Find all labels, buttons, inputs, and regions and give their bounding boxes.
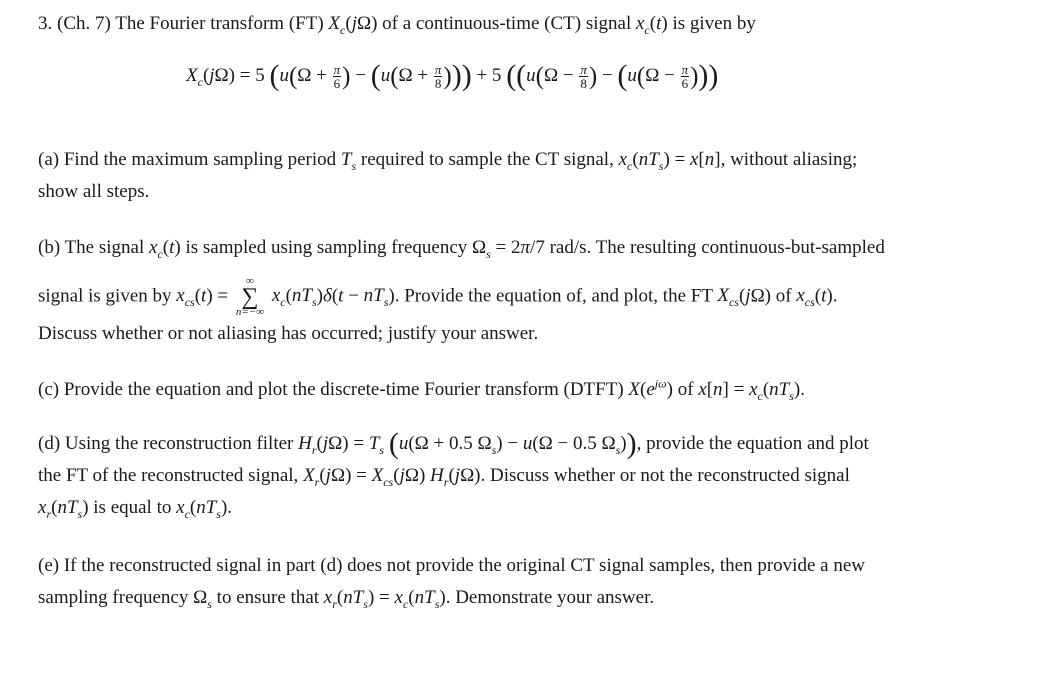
chapter-ref: (Ch. 7) [57, 13, 111, 34]
part-d: (d) Using the reconstruction filter $H_r(j\Omega) = T_s$ (u(Ω + 0.5 $\Omega_s) - u(\Omega - 0.5$ $\Omega_s$)), provide the equation and plot the FT of the reconstructed signal, $X_r(j\Omega) = X_{cs}(j\Omega)$ $H_r(j\Omega)$. Discuss whether or not the reconstructed signal $x_r(nT_s)$ is equal to $x_c(nT_s)$. [38, 427, 869, 521]
summation-symbol: ∞ ∑ n=−∞ [235, 275, 265, 318]
problem-statement: 3. (Ch. 7) The Fourier transform (FT) $X_c(j\Omega)$ of a continuous-time (CT) signal $x_c(t)$ is given by [38, 13, 756, 37]
main-equation [38, 52, 1023, 102]
part-label: (d) [38, 433, 61, 454]
fourier-transform-equation: $X_c(j\Omega) = 5$ (u(Ω + $\frac{\pi}{6}$ ) − (u(Ω + $\frac{\pi}{8}$ ))) + 5 ((u(Ω − $\frac{\pi}{8}$ ) − (u(Ω − $\frac{\pi}{6}$ ))) [186, 59, 719, 92]
part-a: (a) Find the maximum sampling period $T_s$ required to sample the CT signal, $x_c(nT_s) = x[n]$, without aliasing; show all steps. [38, 149, 858, 202]
part-b: (b) The signal $x_c(t)$ is sampled using sampling frequency $\Omega_s = 2\pi/7$ rad/s. The resulting continuous-but-sampled signal is given by $x_{cs}(t)$ = ∞ ∑ n=−∞ $x_c(nT_s)\delta(t - nT_s)$. Provide the equation of, and plot, the FT $X_{cs}(j\Omega)$ of $x_{cs}(t)$. Discuss whether or not aliasing has occurred; justify your answer. [38, 237, 885, 344]
problem-number: 3. [38, 13, 53, 34]
part-label: (e) [38, 555, 60, 576]
part-label: (b) [38, 237, 61, 258]
part-label: (a) [38, 149, 60, 170]
part-c: (c) Provide the equation and plot the discrete-time Fourier transform (DTFT) $X(e^{j\omega})$ of $x[n] = x_c(nT_s)$. [38, 376, 805, 403]
part-label: (c) [38, 379, 60, 400]
part-e: (e) If the reconstructed signal in part (d) does not provide the original CT signal samples, then provide a new sampling frequency $\Omega_s$ to ensure that $x_r(nT_s) = x_c(nT_s)$. Demonstrate your answer. [38, 555, 865, 611]
